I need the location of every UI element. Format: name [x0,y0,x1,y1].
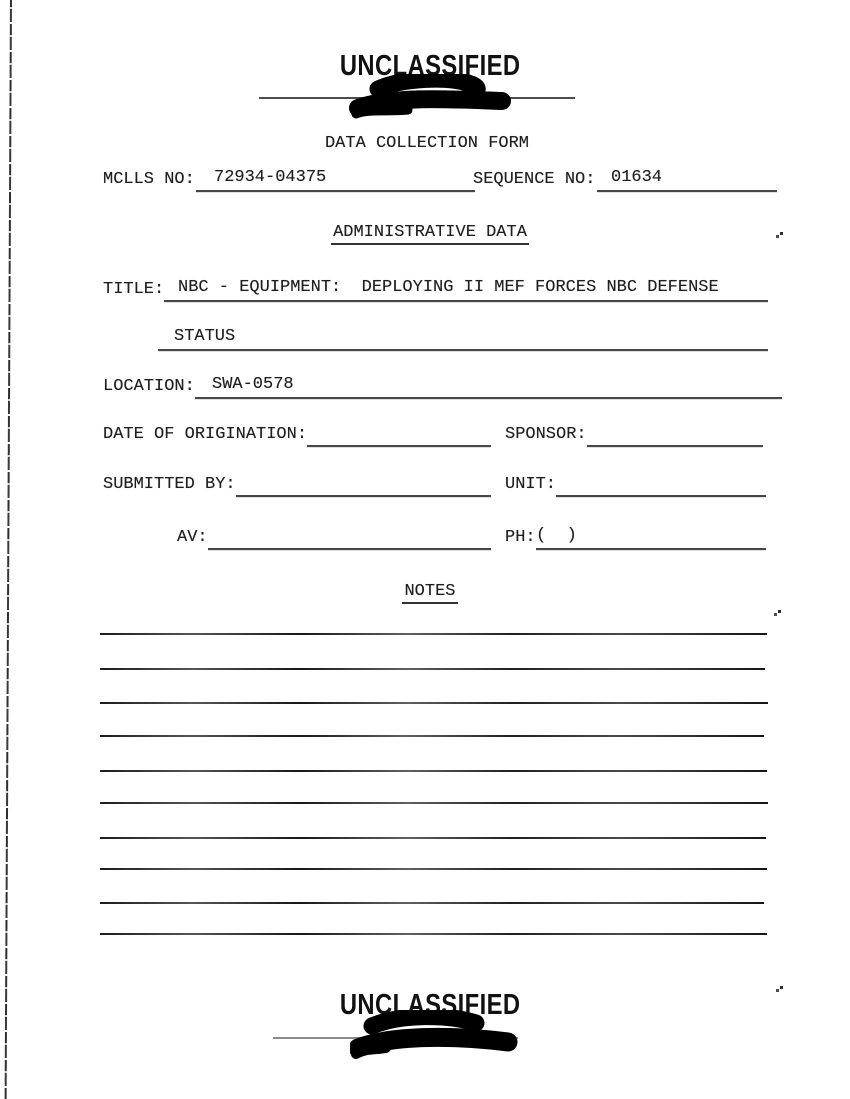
notes-section-heading-text: NOTES [402,582,457,604]
sequence-label: SEQUENCE NO: [473,170,596,189]
mclls-label: MCLLS NO: [103,170,195,189]
sponsor-label: SPONSOR: [505,425,587,444]
classification-text-bottom: UNCLASSIFIED [339,989,521,1021]
location-value-field: SWA-0578 [195,375,782,399]
sponsor-field [587,423,763,447]
classification-text-top: UNCLASSIFIED [339,50,521,82]
submitted-by-label: SUBMITTED BY: [103,475,236,494]
note-blank-line [100,902,764,904]
notes-section-heading [10,582,850,604]
note-blank-line [100,802,768,804]
av-ph-row [0,528,850,549]
submitted-by-field [236,473,491,497]
form-title: DATA COLLECTION FORM [324,134,530,153]
redaction-mark-icon [350,1010,518,1062]
ph-label: PH: [505,528,536,547]
scan-speck [774,613,777,616]
note-blank-line [100,770,767,772]
date-of-origination-label: DATE OF ORIGINATION: [103,425,308,444]
admin-section-heading [10,223,850,245]
note-blank-line [100,735,764,737]
title-row [0,280,850,301]
submitted-unit-row [0,475,850,496]
title-continuation-row [0,329,850,350]
unit-label: UNIT: [505,475,557,494]
location-label: LOCATION: [103,377,195,396]
date-of-origination-field [307,423,491,447]
title-label: TITLE: [103,280,165,299]
note-blank-line [100,933,767,935]
av-field [208,526,491,550]
mclls-value-field: 72934-04375 [196,168,475,192]
sequence-value-field: 01634 [597,168,777,192]
title-continuation-field: STATUS [158,327,768,351]
mclls-sequence-row [0,170,850,191]
note-blank-line [100,837,766,839]
note-blank-line [100,702,768,704]
admin-section-heading-text: ADMINISTRATIVE DATA [331,223,529,245]
scan-edge-line [5,0,12,1099]
note-blank-line [100,633,767,635]
date-sponsor-row [0,425,850,446]
redaction-mark-icon [348,74,518,122]
title-value-field: NBC - EQUIPMENT: DEPLOYING II MEF FORCES NBC DEFENSE [164,278,768,302]
ph-field: ( ) [536,526,766,550]
note-blank-line [100,668,765,670]
av-label: AV: [177,528,208,547]
note-blank-line [100,868,767,870]
unit-field [556,473,766,497]
location-row [0,377,850,398]
scan-speck [776,235,779,238]
